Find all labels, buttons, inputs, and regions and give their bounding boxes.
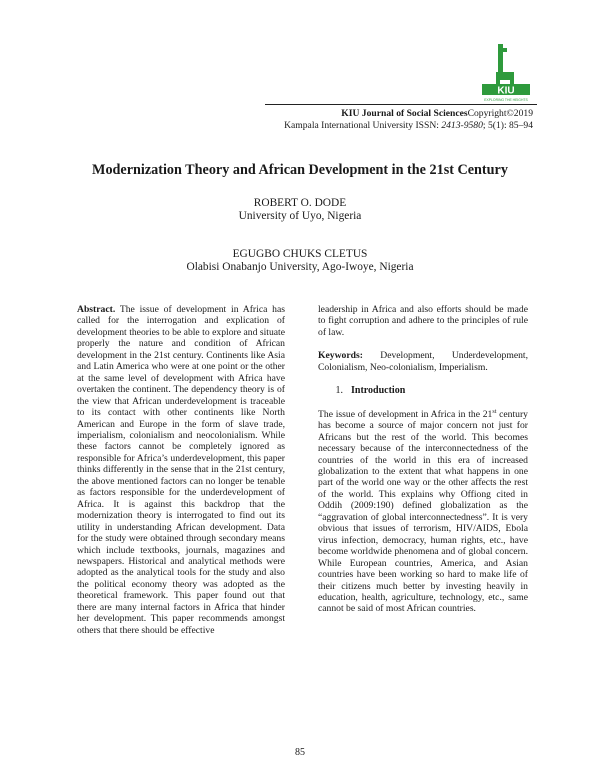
- abstract-continuation: leadership in Africa and also efforts should be made to fight corruption and adhere to the principles of rule of law.: [318, 304, 528, 338]
- logo-text: KIU: [497, 85, 515, 97]
- logo-tagline: EXPLORING THE HEIGHTS: [484, 98, 528, 102]
- abstract-paragraph: [77, 304, 285, 636]
- issn: 2413-9580: [441, 119, 483, 131]
- keywords-paragraph: [318, 350, 528, 373]
- journal-header: [284, 108, 533, 131]
- kiu-logo: [476, 42, 536, 104]
- copyright: Copyright©2019: [467, 108, 533, 119]
- journal-line-1: [284, 108, 533, 120]
- right-column: [318, 304, 528, 615]
- author-block-2: [0, 248, 600, 274]
- keywords-text: Development, Underdevelopment, Colonialism, Neo-colonialism, Imperialism.: [318, 350, 528, 373]
- intro-text-rest: century has become a source of major concern not just for Africans but the rest of the world. This becomes necessary because of the interconnectedness of the countries of the world in this era of increased globalization to the extent that what happens in one part of the world one way or the other affects the rest of the world. This explains why Offiong cited in Oddih (2009:190) defined globalization as the “aggravation of global interconnectedness”. It is very obvious that issues of terrorism, HIV/AIDS, Ebola virus infection, democracy, human rights, etc., have become worldwide phenomena and of global concern. While European countries, America, and Asian countries have been working so hard to make life of their citizens much better by investing heavily in education, health, agriculture, technology, etc., same cannot be said of most African countries.: [318, 408, 528, 615]
- left-column: [77, 304, 285, 636]
- volume-pages: ; 5(1): 85–94: [482, 119, 533, 131]
- university: Kampala International University ISSN:: [284, 119, 442, 131]
- section-title: Introduction: [351, 385, 406, 397]
- giraffe-logo-icon: [476, 42, 536, 104]
- author-block-1: [0, 197, 600, 223]
- author-affiliation: Olabisi Onabanjo University, Ago-Iwoye, Nigeria: [186, 261, 414, 273]
- journal-line-2: [284, 120, 533, 132]
- author-affiliation: University of Uyo, Nigeria: [238, 210, 362, 222]
- section-number: 1.: [335, 385, 343, 397]
- abstract-label: Abstract.: [77, 304, 116, 315]
- superscript-st: st: [492, 408, 497, 415]
- author-name: ROBERT O. DODE: [253, 197, 347, 209]
- journal-name: KIU Journal of Social Sciences: [341, 108, 468, 119]
- intro-text-start: The issue of development in Africa in the 21: [318, 408, 493, 420]
- page-number: 85: [295, 747, 305, 758]
- header-rule: [265, 104, 537, 105]
- paper-title: Modernization Theory and African Development in the 21st Century: [92, 162, 508, 178]
- keywords-label: Keywords:: [318, 350, 363, 362]
- intro-paragraph: [318, 409, 528, 615]
- section-heading: [318, 385, 528, 396]
- author-name: EGUGBO CHUKS CLETUS: [232, 248, 368, 260]
- abstract-text: The issue of development in Africa has called for the interrogation and explication of development theories to be able to explore and situate properly the nature and condition of African development in the 21st century. Continents like Asia and Latin America who were at one point or the other at the same level of development with Africa have overtaken the continent. The dependency theory is of the view that African underdevelopment is traceable to its contact with other continents like North American and Europe in the form of slave trade, imperialism, colonialism and neocolonialism. While these factors cannot be completely ignored as responsible for Africa’s underdevelopment, this paper thinks differently in the sense that in the 21st century, the above mentioned factors can no longer be tenable as factors responsible for the underdevelopment of Africa. It is against this backdrop that the modernization theory is interrogated to find out its utility in understanding African development. Data for the study were obtained through secondary means which include textbooks, journals, magazines and newspapers. Historical and analytical methods were adopted as the analytical tools for the study and also the political economy theory was adopted as the theoretical framework. This paper found out that there are many internal factors in Africa that hinder her development. This paper recommends amongst others that there should be effective: [77, 304, 285, 636]
